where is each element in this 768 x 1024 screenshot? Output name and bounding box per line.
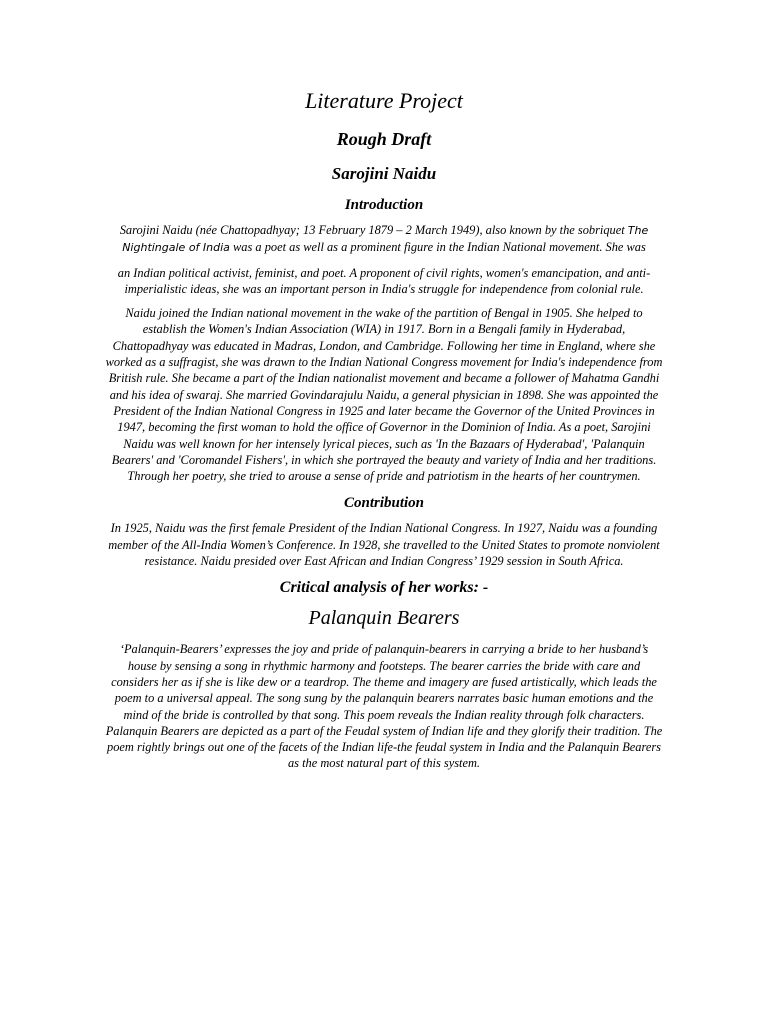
subject-heading: Sarojini Naidu xyxy=(331,164,437,183)
contribution-paragraph: In 1925, Naidu was the first female President of the Indian National Congress. In 1927, Naidu was a founding member of the All-India Women’s Conference. In 1928, she travelled to the United States to promote nonviolent resistance. Naidu presided over East African and Indian Congress’ 1929 session in South Africa. xyxy=(108,521,660,569)
introduction-paragraph-2: an Indian political activist, feminist, and poet. A proponent of civil rights, women's emancipation, and anti-imperialistic ideas, she was an important person in India's struggle for independence from colonial rule. xyxy=(117,265,651,296)
introduction-heading: Introduction xyxy=(344,197,424,213)
document-title: Literature Project xyxy=(305,88,463,113)
introduction-paragraph-1 xyxy=(104,222,664,257)
introduction-paragraph-3: Naidu joined the Indian national movement in the wake of the partition of Bengal in 1905. She helped to establish the Women's Indian Association (WIA) in 1917. Born in a Bengali family in Hyderabad, Chattopadhyay was educated in Madras, London, and Cambridge. Following her time in England, where she worked as a suffragist, she was drawn to the Indian National Congress movement for India's independence from British rule. She became a part of the Indian nationalist movement and became a follower of Mahatma Gandhi and his idea of swaraj. She married Govindarajulu Naidu, a general physician in 1898. She was appointed the President of the Indian National Congress in 1925 and later became the Governor of the United Provinces in 1947, becoming the first woman to hold the office of Governor in the Dominion of India. As a poet, Sarojini Naidu was well known for her intensely lyrical pieces, such as 'In the Bazaars of Hyderabad', 'Palanquin Bearers' and 'Coromandel Fishers', in which she portrayed the beauty and variety of India and her traditions. Through her poetry, she tried to arouse a sense of pride and patriotism in the hearts of her countrymen. xyxy=(105,306,663,484)
document-subtitle: Rough Draft xyxy=(336,129,432,149)
intro-text-start: Sarojini Naidu (née Chattopadhyay; 13 February 1879 – 2 March 1949), also known by the sobriquet xyxy=(119,223,628,237)
contribution-heading: Contribution xyxy=(343,495,425,512)
intro-text-end: was a poet as well as a prominent figure in the Indian National movement. She was xyxy=(229,240,646,255)
critical-analysis-paragraph: ‘Palanquin-Bearers’ expresses the joy and pride of palanquin-bearers in carrying a bride to her husband’s house by sensing a song in rhythmic harmony and footsteps. The bearer carries the bride with care and considers her as if she is like dew or a teardrop. The theme and imagery are fused artistically, which leads the poem to a universal appeal. The song sung by the palanquin bearers narrates basic human emotions and the mind of the bride is controlled by that song. This poem reveals the Indian reality through folk characters. Palanquin Bearers are depicted as a part of the Feudal system of Indian life and they glorify their tradition. The poem rightly brings out one of the facets of the Indian life-the feudal system in India and the Palanquin Bearers as the most natural part of this system. xyxy=(105,642,663,771)
poem-title: Palanquin Bearers xyxy=(308,607,460,630)
critical-analysis-heading: Critical analysis of her works: - xyxy=(279,579,489,597)
sobriquet-text: The Nightingale of India xyxy=(122,224,649,255)
